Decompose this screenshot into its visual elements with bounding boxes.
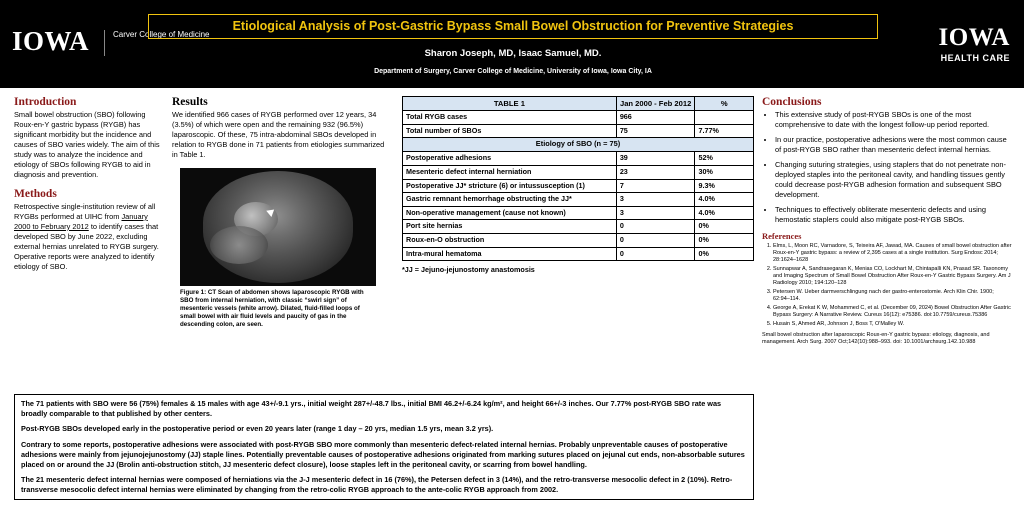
introduction-section: [14, 96, 162, 180]
carver-college-text: Carver College of Medicine: [113, 30, 210, 39]
discussion-paragraph-3: Contrary to some reports, postoperative adhesions were associated with post-RYGB SBO more commonly than mesenteric defect-related internal hernias. Probably unpreventable causes of postoperative adhesions were mainly from jejunojejunostomy (JJ) staple lines. Potentially preventable causes of postoperative adhesions originated from marking sutures placed on jejunal cut ends, non-absorbable sutures placed on or around the JJ (Brolin anti-obstruction stitch, JJ mesenteric defect closure), loose staples left in the peritoneal cavity, or scarring from bowel handling.: [21, 440, 745, 469]
list-item: • This extensive study of post-RYGB SBOs is one of the most comprehensive to date with the longest follow-up period reported.: [775, 110, 1012, 130]
row-pct: 9.3%: [695, 179, 754, 193]
row-pct: 4.0%: [695, 206, 754, 220]
ct-scan-image: [180, 168, 376, 286]
row-count: 39: [616, 152, 695, 166]
references-list: [762, 243, 1012, 328]
row-label: Port site hernias: [403, 220, 617, 234]
discussion-paragraph-2: Post-RYGB SBOs developed early in the postoperative period or even 20 years later (range 1 day – 20 yrs, median 1.5 yrs, mean 3.2 yrs).: [21, 424, 494, 434]
table-row: [403, 206, 754, 220]
table-row: [403, 152, 754, 166]
column-results: [172, 96, 390, 329]
iowa-logo-left: IOWA: [12, 26, 90, 56]
methods-text-part2: to identify cases that developed SBO by June 2022, excluding external hernias unrelated to RYGB surgery. Operative reports were analyzed to identify etiology of SBO.: [14, 221, 159, 271]
table-subheader-row: [403, 138, 754, 152]
row-pct: 0%: [695, 247, 754, 261]
figure-1-caption: Figure 1: CT Scan of abdomen shows laparoscopic RYGB with SBO from internal herniation, with classic “swirl sign” of mesenteric vessels (white arrow). Dilated, fluid-filled loops of small bowel with air fluid levels and paucity of gas in the descending colon, are seen.: [180, 288, 364, 329]
poster-affiliation: Department of Surgery, Carver College of Medicine, University of Iowa, Iowa City, IA: [374, 68, 652, 75]
table-row: [403, 234, 754, 248]
row-label: Intra-mural hematoma: [403, 247, 617, 261]
row-count: 3: [616, 193, 695, 207]
table-row: [403, 193, 754, 207]
row-label: Mesenteric defect internal herniation: [403, 165, 617, 179]
list-item: • In our practice, postoperative adhesions were the most common cause of post-RYGB SBO rather than mesenteric defect internal hernias.: [775, 135, 1012, 155]
ct-bowel-loop-2: [210, 226, 268, 264]
list-item: 4. George A, Erekat K W, Mohammed C, et al. (December 09, 2024) Bowel Obstruction After Gastric Bypass Surgery: A Narrative Review. Cureus 16(12): e75386. doi:10.7759/cureus.75386: [773, 305, 1012, 319]
poster-header: [0, 0, 1024, 88]
discussion-paragraph-1: The 71 patients with SBO were 56 (75%) females & 15 males with age 43+/-9.1 yrs., initial weight 287+/-48.7 lbs., initial BMI 46.2+/-6.24 kg/m², and height 66+/-3 inches. Our 7.77% post-RYGB SBO rate was broadly comparable to that published by other centers.: [21, 399, 722, 418]
list-item: 2. Sunnapwar A, Sandrasegaran K, Menias CO, Lockhart M, Chintapalli KN, Prasad SR. Taxonomy and Imaging Spectrum of Small Bowel Obstruction After Roux-en-Y Gastric Bypass Surgery. Am J Radiology 2010; 194:120–128: [773, 266, 1012, 287]
row-label: Total number of SBOs: [403, 124, 617, 138]
row-count: 3: [616, 206, 695, 220]
row-count: 966: [616, 111, 695, 125]
row-pct: 0%: [695, 220, 754, 234]
methods-text: [14, 202, 162, 272]
methods-text-part1: Retrospective single-institution review of all RYGBs performed at UIHC from: [14, 201, 156, 221]
row-pct: 30%: [695, 165, 754, 179]
table-title-cell: TABLE 1: [403, 97, 617, 111]
iowa-logo-right-main: IOWA: [938, 24, 1010, 51]
row-count: 0: [616, 220, 695, 234]
list-item: 5. Husain S, Ahmed AR, Johnson J, Boss T, O'Malley W.: [773, 321, 1012, 328]
introduction-text: Small bowel obstruction (SBO) following Roux-en-Y gastric bypass (RYGB) has significant morbidity but the incidence and causes of SBO varies widely. The aim of this study was to analyze the incidence and etiology of SBOs following RYGB to aid in diagnosis and prevention.: [14, 110, 160, 179]
row-count: 75: [616, 124, 695, 138]
row-count: 0: [616, 234, 695, 248]
row-label: Non-operative management (cause not known): [403, 206, 617, 220]
poster-authors: Sharon Joseph, MD, Isaac Samuel, MD.: [424, 48, 602, 59]
list-item: 1. Elms, L, Moon RC, Varnadore, S, Teixeira AF, Jawad, MA. Causes of small bowel obstruction after Roux-en-Y gastric bypass: a review of 2,395 cases at a single institution. Surg Endosc 2014; 28:1624–1628: [773, 243, 1012, 264]
methods-date-range: January 2000 to February 2012: [14, 211, 148, 231]
poster-title: Etiological Analysis of Post-Gastric Bypass Small Bowel Obstruction for Preventive Strategies: [232, 19, 794, 33]
row-pct: 52%: [695, 152, 754, 166]
row-label: Total RYGB cases: [403, 111, 617, 125]
row-label: Roux-en-O obstruction: [403, 234, 617, 248]
list-item: • Techniques to effectively obliterate mesenteric defects and using hemostatic staplers could also mitigate post-RYGB SBOs.: [775, 205, 1012, 225]
table-percent-header: %: [695, 97, 754, 111]
row-count: 23: [616, 165, 695, 179]
table-row: [403, 165, 754, 179]
row-label: Gastric remnant hemorrhage obstructing the JJ*: [403, 193, 617, 207]
iowa-logo-right: [939, 24, 1010, 63]
table-row: [403, 247, 754, 261]
introduction-heading: Introduction: [14, 96, 77, 108]
iowa-logo-right-sub: HEALTH CARE: [940, 53, 1010, 63]
table-header-row: [403, 97, 754, 111]
table-footnote: *JJ = Jejuno-jejunostomy anastomosis: [402, 265, 535, 275]
methods-heading: Methods: [14, 187, 57, 200]
list-item: • Changing suturing strategies, using staplers that do not penetrate non-deployed staples into the peritoneal cavity, and handling tissues gently could decrease post-RYGB adhesion formation and subsequent SBO development.: [775, 160, 1012, 200]
references-extra: Small bowel obstruction after laparoscopic Roux-en-Y gastric bypass: etiology, diagnosis, and management. Arch Surg. 2007 Oct;142(10):988–993. doi: 10.1001/archsurg.142.10.988: [762, 332, 990, 346]
table-period-header: Jan 2000 - Feb 2012: [616, 97, 695, 111]
results-heading: Results: [172, 96, 208, 108]
row-pct: 7.77%: [695, 124, 754, 138]
row-pct: [695, 111, 754, 125]
list-item: 3. Petersen W. Ueber darmverschlingung nach der gastro-enterostomie. Arch Klin Chir. 1900; 62:94–114.: [773, 289, 1012, 303]
table-1-section: [402, 96, 754, 274]
column-conclusions: [762, 96, 1012, 346]
discussion-paragraph-4: The 21 mesenteric defect internal hernias were composed of herniations via the J-J mesenteric defect in 16 (76%), the Petersen defect in 3 (14%), and the retro-transverse mesocolic defect in 2 (10%). Retro-transverse mesocolic defect internal hernias were eliminated by changing from the retro-colic RYGB approach to the ante-colic RYGB approach from 2002.: [21, 475, 733, 494]
row-count: 7: [616, 179, 695, 193]
table-subheader: Etiology of SBO (n = 75): [403, 138, 754, 152]
table-1: [402, 96, 754, 261]
conclusions-heading: Conclusions: [762, 96, 822, 108]
row-pct: 0%: [695, 234, 754, 248]
row-label: Postoperative JJ* stricture (6) or intussusception (1): [403, 179, 617, 193]
results-text: We identified 966 cases of RYGB performed over 12 years, 34 (3.5%) of which were open and the remaining 932 (96.5%) laparoscopic. Of these, 75 intra-abdominal SBOs developed in relation to RYGB done in 71 patients from etiologies summarized in Table 1.: [172, 110, 385, 159]
references-heading: References: [762, 230, 802, 241]
column-left: [14, 96, 162, 280]
table-row: [403, 124, 754, 138]
discussion-panel: [14, 394, 754, 500]
table-row: [403, 111, 754, 125]
methods-section: [14, 188, 162, 272]
row-pct: 4.0%: [695, 193, 754, 207]
row-label: Postoperative adhesions: [403, 152, 617, 166]
table-row: [403, 179, 754, 193]
poster-title-box: [148, 14, 878, 39]
conclusions-list: [762, 110, 1012, 225]
row-count: 0: [616, 247, 695, 261]
table-row: [403, 220, 754, 234]
